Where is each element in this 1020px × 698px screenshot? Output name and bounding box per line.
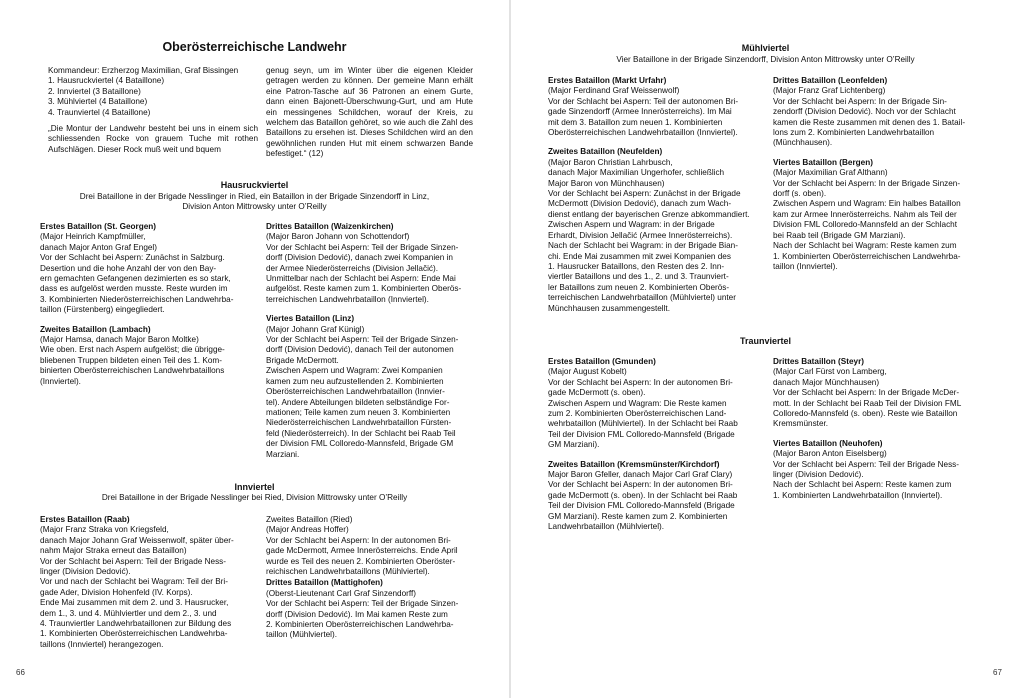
battalion-entry: Zweites Bataillon (Kremsmünster/Kirchdorf) Major Baron Gfeller, danach Major Carl Graf Clary) Vor der Schlacht bei Aspern: In der autonomen Bri- gade McDermott (s. oben). In der Schlacht bei Raab Teil der Division FML Colloredo-Mannsfeld (Brigade GM Marziani). Reste kamen zum 2. Kombinierten Landwehrbataillon (Mühlviertel). — [548, 460, 770, 533]
battalion-title: Viertes Bataillon (Bergen) — [773, 157, 873, 167]
uniform-quote-part1: „Die Montur der Landwehr besteht bei uns in einem sich schliessenden Rocke von grauem Tuche mit rothen Aufschlägen. Dieser Rock muß weit und bquem — [48, 124, 258, 154]
section-title-hausruckviertel: Hausruckviertel — [220, 180, 289, 190]
section-title-innviertel: Innviertel — [234, 482, 275, 492]
section-subtitle: Drei Bataillone in der Brigade Nesslinger in Ried, ein Bataillon in der Brigade Sinzendorff in Linz, Division Anton Mittrowsky unter O’Reilly — [79, 192, 430, 212]
page-number: 67 — [993, 668, 1002, 677]
section-title-muehlviertel: Mühlviertel — [741, 43, 790, 53]
battalion-entry: Zweites Bataillon (Neufelden) (Major Baron Christian Lahrbusch, danach Major Maximilian Ungerhofer, schließlich Major Baron von Münchhausen) Vor der Schlacht bei Aspern: Zunächst in der Brigade McDermott (Division Dedović), danach zum Wach- dienst entlang der bayerischen Grenze abkommandiert. Zwischen Aspern und Wagram: in der Brigade Erhardt, Division Jellačić (Armee Innerösterreichs). Nach der Schlacht bei Wagram: in der Brigade Bian- chi. Ende Mai zusammen mit zwei Kompanien des 1. Hausrucker Bataillons, den Resten des 2. Inn- viertler Bataillons und des 1., 2. und 3. Traunviert- ler Bataillons zum neuen 2. Kombinierten Oberös- terreichischen Landwehrbataillon (Mühlviertel) unter Münchhausen zusammengestellt. — [548, 147, 770, 314]
kommandeur-line: Kommandeur: Erzherzog Maximilian, Graf Bissingen — [48, 66, 239, 75]
battalion-entry: Erstes Bataillon (Gmunden) (Major August Kobelt) Vor der Schlacht bei Aspern: In der autonomen Bri- gade McDermott (s. oben). Zwischen Aspern und Wagram: Die Reste kamen zum 2. Kombinierten Oberösterreichischen Land- wehrbataillon (Mühlviertel). In der Schlacht bei Raab Teil der Division FML Colloredo-Mannsfeld (Brigade GM Marziani). — [548, 357, 770, 451]
page-title: Oberösterreichische Landwehr — [162, 40, 347, 54]
battalion-title: Erstes Bataillon (Gmunden) — [548, 357, 656, 366]
list-item: 1. Hausruckviertel (4 Bataillone) — [48, 76, 165, 86]
section-title-traunviertel: Traunviertel — [739, 336, 792, 346]
left-page — [0, 0, 509, 698]
list-item: 3. Mühlviertel (4 Bataillone) — [48, 97, 148, 107]
battalion-title: Erstes Bataillon (St. Georgen) — [40, 222, 157, 231]
list-item: 2. Innviertel (3 Bataillone) — [48, 86, 141, 96]
traun-right-column — [773, 357, 995, 510]
list-item: 4. Traunviertel (4 Bataillone) — [48, 107, 151, 117]
battalion-entry: Erstes Bataillon (St. Georgen) (Major Heinrich Kampfmüller, danach Major Anton Graf Engel) Vor der Schlacht bei Aspern: Zunächst in Salzburg. Desertion und die hohe Anzahl der von den Bay- ern gemachten Gefangenen dezimierten es so stark, dass es aufgelöst werden musste. Reste wurden im 3. Kombinierten Niederösterreichischen Landwehrba- taillon (Fürstenberg) eingegliedert. — [40, 222, 262, 316]
traun-left-column — [548, 357, 770, 542]
battalion-entry: Drittes Bataillon (Mattighofen) (Oberst-Lieutenant Carl Graf Sinzendorff) Vor der Schlacht bei Aspern: Teil der Brigade Sinzen- dorff (Division Dedović). Im Mai kamen Reste zum 2. Kombinierten Oberösterreichischen Landwehrba- taillon (Mühlviertel). — [266, 578, 488, 640]
battalion-entry: Zweites Bataillon (Lambach) (Major Hamsa, danach Major Baron Moltke) Wie oben. Erst nach Aspern aufgelöst; die übrigge- bliebenen Truppen bildeten einen Teil des 1. Kom- binierten Oberösterreichischen Landwehrbataillons (Innviertel). — [40, 325, 262, 387]
battalion-title: Zweites Bataillon (Kremsmünster/Kirchdorf) — [548, 459, 720, 469]
section-subtitle: Vier Bataillone in der Brigade Sinzendorff, Division Anton Mittrowsky unter O’Reilly — [616, 55, 915, 64]
muehl-right-column — [773, 76, 995, 281]
battalion-title: Zweites Bataillon (Neufelden) — [548, 147, 663, 157]
battalion-summary-list — [48, 76, 258, 118]
inn-left-column — [40, 515, 262, 659]
right-page — [511, 0, 1020, 698]
battalion-title: Erstes Bataillon (Markt Urfahr) — [548, 76, 667, 85]
battalion-entry: Drittes Bataillon (Steyr) (Major Carl Fürst von Lamberg, danach Major Münchhausen) Vor der Schlacht bei Aspern: In der Brigade McDer- mott. In der Schlacht bei Raab Teil der Division FML Colloredo-Mannsfeld (s. oben). Reste wie Bataillon Kremsmünster. — [773, 357, 995, 430]
battalion-entry: Viertes Bataillon (Neuhofen) (Major Baron Anton Eiselsberg) Vor der Schlacht bei Aspern: Teil der Brigade Ness- linger (Division Dedović). Nach der Schlacht bei Aspern: Reste kamen zum 1. Kombinierten Landwehrbataillon (Innviertel). — [773, 439, 995, 501]
page-number: 66 — [16, 668, 25, 677]
section-subtitle: Drei Bataillone in der Brigade Nesslinger bei Ried, Division Mittrowsky unter O’Reilly — [101, 493, 408, 502]
battalion-entry: Viertes Bataillon (Linz) (Major Johann Graf Künigl) Vor der Schlacht bei Aspern: Teil der Brigade Sinzen- dorff (Division Dedović), danach Teil der autonomen Brigade McDermott. Zwischen Aspern und Wagram: Zwei Kompanien kamen zum neu aufzustellenden 2. Kombinierten Oberösterreichischen Landwehrbataillon (Innvier- tel). Andere Abteilungen bildeten selbständige For- mationen; Teile kamen zum neuen 3. Kombinierten Niederösterreichischen Landwehrbataillon Fürsten- feld (Niederösterreich). In der Schlacht bei Raab Teil der Division FML Colloredo-Mannsfeld, Brigade GM Marziani. — [266, 314, 488, 460]
intro-left-column — [48, 66, 258, 155]
inn-right-column — [266, 515, 488, 650]
battalion-title: Zweites Bataillon (Ried) — [266, 515, 353, 524]
battalion-title: Drittes Bataillon (Waizenkirchen) — [266, 222, 394, 231]
battalion-entry: Viertes Bataillon (Bergen) (Major Maximilian Graf Althann) Vor der Schlacht bei Aspern: In der Brigade Sinzen- dorff (s. oben). Zwischen Aspern und Wagram: Ein halbes Bataillon kam zur Armee Innerösterreichs. Nahm als Teil der Division FML Colloredo-Mannsfeld an der Schlacht bei Raab teil (Brigade GM Marziani). Nach der Schlacht bei Wagram: Reste kamen zum 1. Kombinierten Oberösterreichischen Landwehrba- taillon (Innviertel). — [773, 158, 995, 272]
battalion-title: Erstes Bataillon (Raab) — [40, 515, 130, 524]
battalion-title: Zweites Bataillon (Lambach) — [40, 324, 151, 334]
battalion-entry: Erstes Bataillon (Raab) (Major Franz Straka von Kriegsfeld, danach Major Johann Graf Weissenwolf, später über- nahm Major Straka erneut das Bataillon) Vor der Schlacht bei Aspern: Teil der Brigade Ness- linger (Division Dedović). Vor und nach der Schlacht bei Wagram: Teil der Bri- gade Ader, Division Hohenfeld (IV. Korps). Ende Mai zusammen mit dem 2. und 3. Hausrucker, dem 1., 3. und 4. Mühlviertler und dem 2., 3. und 4. Traunviertler Landwehrbataillonen zur Bildung des 1. Kombinierten Oberösterreichischen Landwehrba- taillons (Innviertel) herangezogen. — [40, 515, 262, 650]
battalion-title: Drittes Bataillon (Mattighofen) — [266, 578, 383, 588]
battalion-title: Viertes Bataillon (Neuhofen) — [773, 438, 883, 448]
uniform-quote-part2: genug seyn, um im Winter über die eigenen Kleider getragen werden zu können. Der gemeine Mann erhält eine Patron-Tasche auf 36 Patronen an einem Gurte, dann einen Bajonett-Überschwung-Gurt, und am Hute ein messingenes Schildchen, worauf der Kreis, zu welchem das Bataillon gehöret, so wie auch die Zahl des Bataillons zu ersehen ist. Dieses Schildchen wird an den gewöhnlichen runden Hut mit einem schwarzen Bande befestiget.“ (12) — [266, 66, 473, 159]
battalion-entry: Drittes Bataillon (Waizenkirchen) (Major Baron Johann von Schottendorf) Vor der Schlacht bei Aspern: Teil der Brigade Sinzen- dorff (Division Dedović), danach zwei Kompanien in der Armee Niederösterreichs (Division Jellačić). Unmittelbar nach der Schlacht bei Aspern: Ende Mai aufgelöst. Reste kamen zum 1. Kombinierten Oberös- terreichischen Landwehrbataillon (Innviertel). — [266, 222, 488, 305]
muehl-left-column — [548, 76, 770, 323]
battalion-entry: Zweites Bataillon (Ried) (Major Andreas Hoffer) Vor der Schlacht bei Aspern: In der autonomen Bri- gade McDermott, Armee Innerösterreichs. Ende April wurde es Teil des neuen 2. Kombinierten Oberöster- reichischen Landwehrbataillons (Mühlviertel). — [266, 515, 488, 577]
battalion-title: Viertes Bataillon (Linz) — [266, 314, 355, 324]
battalion-title: Drittes Bataillon (Leonfelden) — [773, 76, 888, 85]
hausruck-right-column — [266, 222, 488, 469]
hausruck-left-column — [40, 222, 262, 396]
battalion-entry: Erstes Bataillon (Markt Urfahr) (Major Ferdinand Graf Weissenwolf) Vor der Schlacht bei Aspern: Teil der autonomen Bri- gade Sinzendorff (Armee Innerösterreichs). Im Mai mit dem 3. Bataillon zum neuen 1. Kombinierten Oberösterreichischen Landwehrbataillon (Innviertel). — [548, 76, 770, 138]
battalion-title: Drittes Bataillon (Steyr) — [773, 357, 864, 366]
battalion-entry: Drittes Bataillon (Leonfelden) (Major Franz Graf Lichtenberg) Vor der Schlacht bei Aspern: In der Brigade Sin- zendorff (Division Dedović). Noch vor der Schlacht kamen die Reste zusammen mit denen des 1. Batail- lons zum 2. Kombinierten Landwehrbataillon (Münchhausen). — [773, 76, 995, 149]
